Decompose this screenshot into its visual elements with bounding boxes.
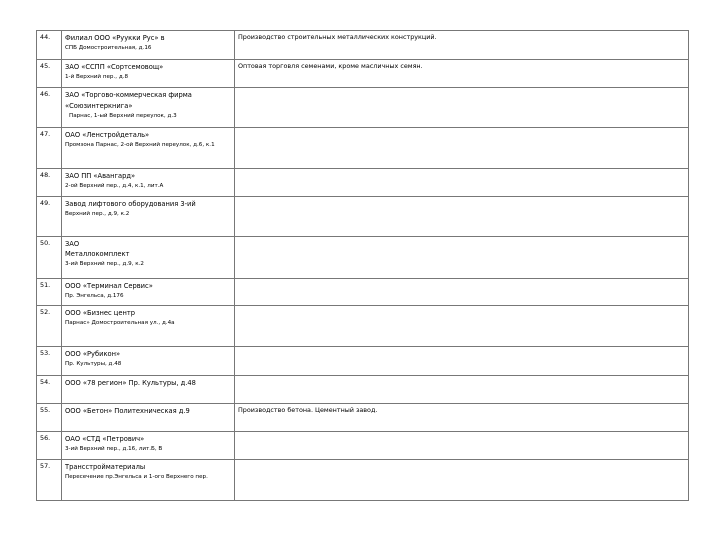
row-number: 46. [37,88,62,128]
org-name: ЗАО «Торгово-коммерческая фирма «Союзинтеркнига» [65,91,192,110]
org-address: Парнас, 1-ый Верхний переулок, д.3 [69,112,177,119]
org-activity [235,237,689,279]
org-activity: Оптовая торговля семенами, кроме масличных семян. [235,60,689,88]
org-name: Трансстройматериалы [65,463,146,471]
org-name-cell [62,347,235,376]
org-address: СПБ Домостроительная, д.16 [65,44,152,51]
table-row [37,306,689,347]
row-number: 56. [37,432,62,460]
organizations-table [36,30,689,501]
org-name-cell [62,306,235,347]
org-name-cell [62,237,235,279]
row-number: 45. [37,60,62,88]
org-activity [235,197,689,237]
org-name: ЗАО «ССПП «Сортсемовощ» [65,63,164,71]
org-name: ЗАО Металлокомплект [65,240,130,259]
table-row [37,197,689,237]
row-number: 49. [37,197,62,237]
row-number: 57. [37,460,62,501]
org-name-cell [62,376,235,404]
org-activity [235,169,689,197]
row-number: 54. [37,376,62,404]
org-activity: Производство бетона. Цементный завод. [235,404,689,432]
org-name: ОАО «Ленстройдеталь» [65,131,150,139]
org-activity [235,460,689,501]
org-address: 1-й Верхний пер., д.8 [65,73,129,80]
org-name: ООО «Рубикон» [65,350,121,358]
org-activity [235,347,689,376]
org-name-cell [62,404,235,432]
org-name: Завод лифтового оборудования 3-ий [65,200,196,208]
table-row [37,460,689,501]
org-activity [235,279,689,306]
table-row [37,237,689,279]
org-name-cell [62,169,235,197]
row-number: 51. [37,279,62,306]
org-address: Пр. Культуры, д.48 [65,360,122,367]
table-row [37,347,689,376]
org-name-cell [62,128,235,169]
org-activity [235,376,689,404]
org-address: Парнас» Домостроительная ул., д.4а [65,319,175,326]
row-number: 55. [37,404,62,432]
org-activity [235,88,689,128]
org-name: ОАО «СТД «Петрович» [65,435,145,443]
org-address: 3-ий Верхний пер., д.9, к.2 [65,260,144,267]
org-address: 2-ой Верхний пер., д.4, к.1, лит.А [65,182,164,189]
table-row [37,279,689,306]
org-name: Филиал ООО «Руукки Рус» в [65,34,165,42]
row-number: 47. [37,128,62,169]
org-address: Пр. Энгельса, д.176 [65,292,124,299]
org-name-cell [62,460,235,501]
org-address: 3-ий Верхний пер., д.16, лит.Б, В [65,445,163,452]
org-name: ООО «78 регион» Пр. Культуры, д.48 [65,379,196,387]
row-number: 50. [37,237,62,279]
org-name-cell [62,432,235,460]
org-activity [235,306,689,347]
row-number: 53. [37,347,62,376]
org-name: ООО «Бетон» Политехническая д.9 [65,407,190,415]
row-number: 44. [37,31,62,60]
table-row [37,88,689,128]
org-name: ООО «Терминал Сервис» [65,282,153,290]
org-name-cell [62,197,235,237]
org-address: Промзона Парнас, 2-ой Верхний переулок, д.6, к.1 [65,141,215,148]
org-activity [235,432,689,460]
table-row [37,128,689,169]
table-row [37,432,689,460]
table-row [37,376,689,404]
org-address: Пересечение пр.Энгельса и 1-ого Верхнего пер. [65,473,208,480]
org-name-cell [62,279,235,306]
table-row [37,404,689,432]
org-activity: Производство строительных металлических конструкций. [235,31,689,60]
org-name: ЗАО ПП «Авангард» [65,172,136,180]
table-row [37,169,689,197]
table-row [37,31,689,60]
row-number: 52. [37,306,62,347]
org-name-cell [62,60,235,88]
table-row [37,60,689,88]
org-address: Верхний пер., д.9, к.2 [65,210,130,217]
org-activity [235,128,689,169]
row-number: 48. [37,169,62,197]
org-name: ООО «Бизнес центр [65,309,135,317]
org-name-cell [62,31,235,60]
org-name-cell [62,88,235,128]
